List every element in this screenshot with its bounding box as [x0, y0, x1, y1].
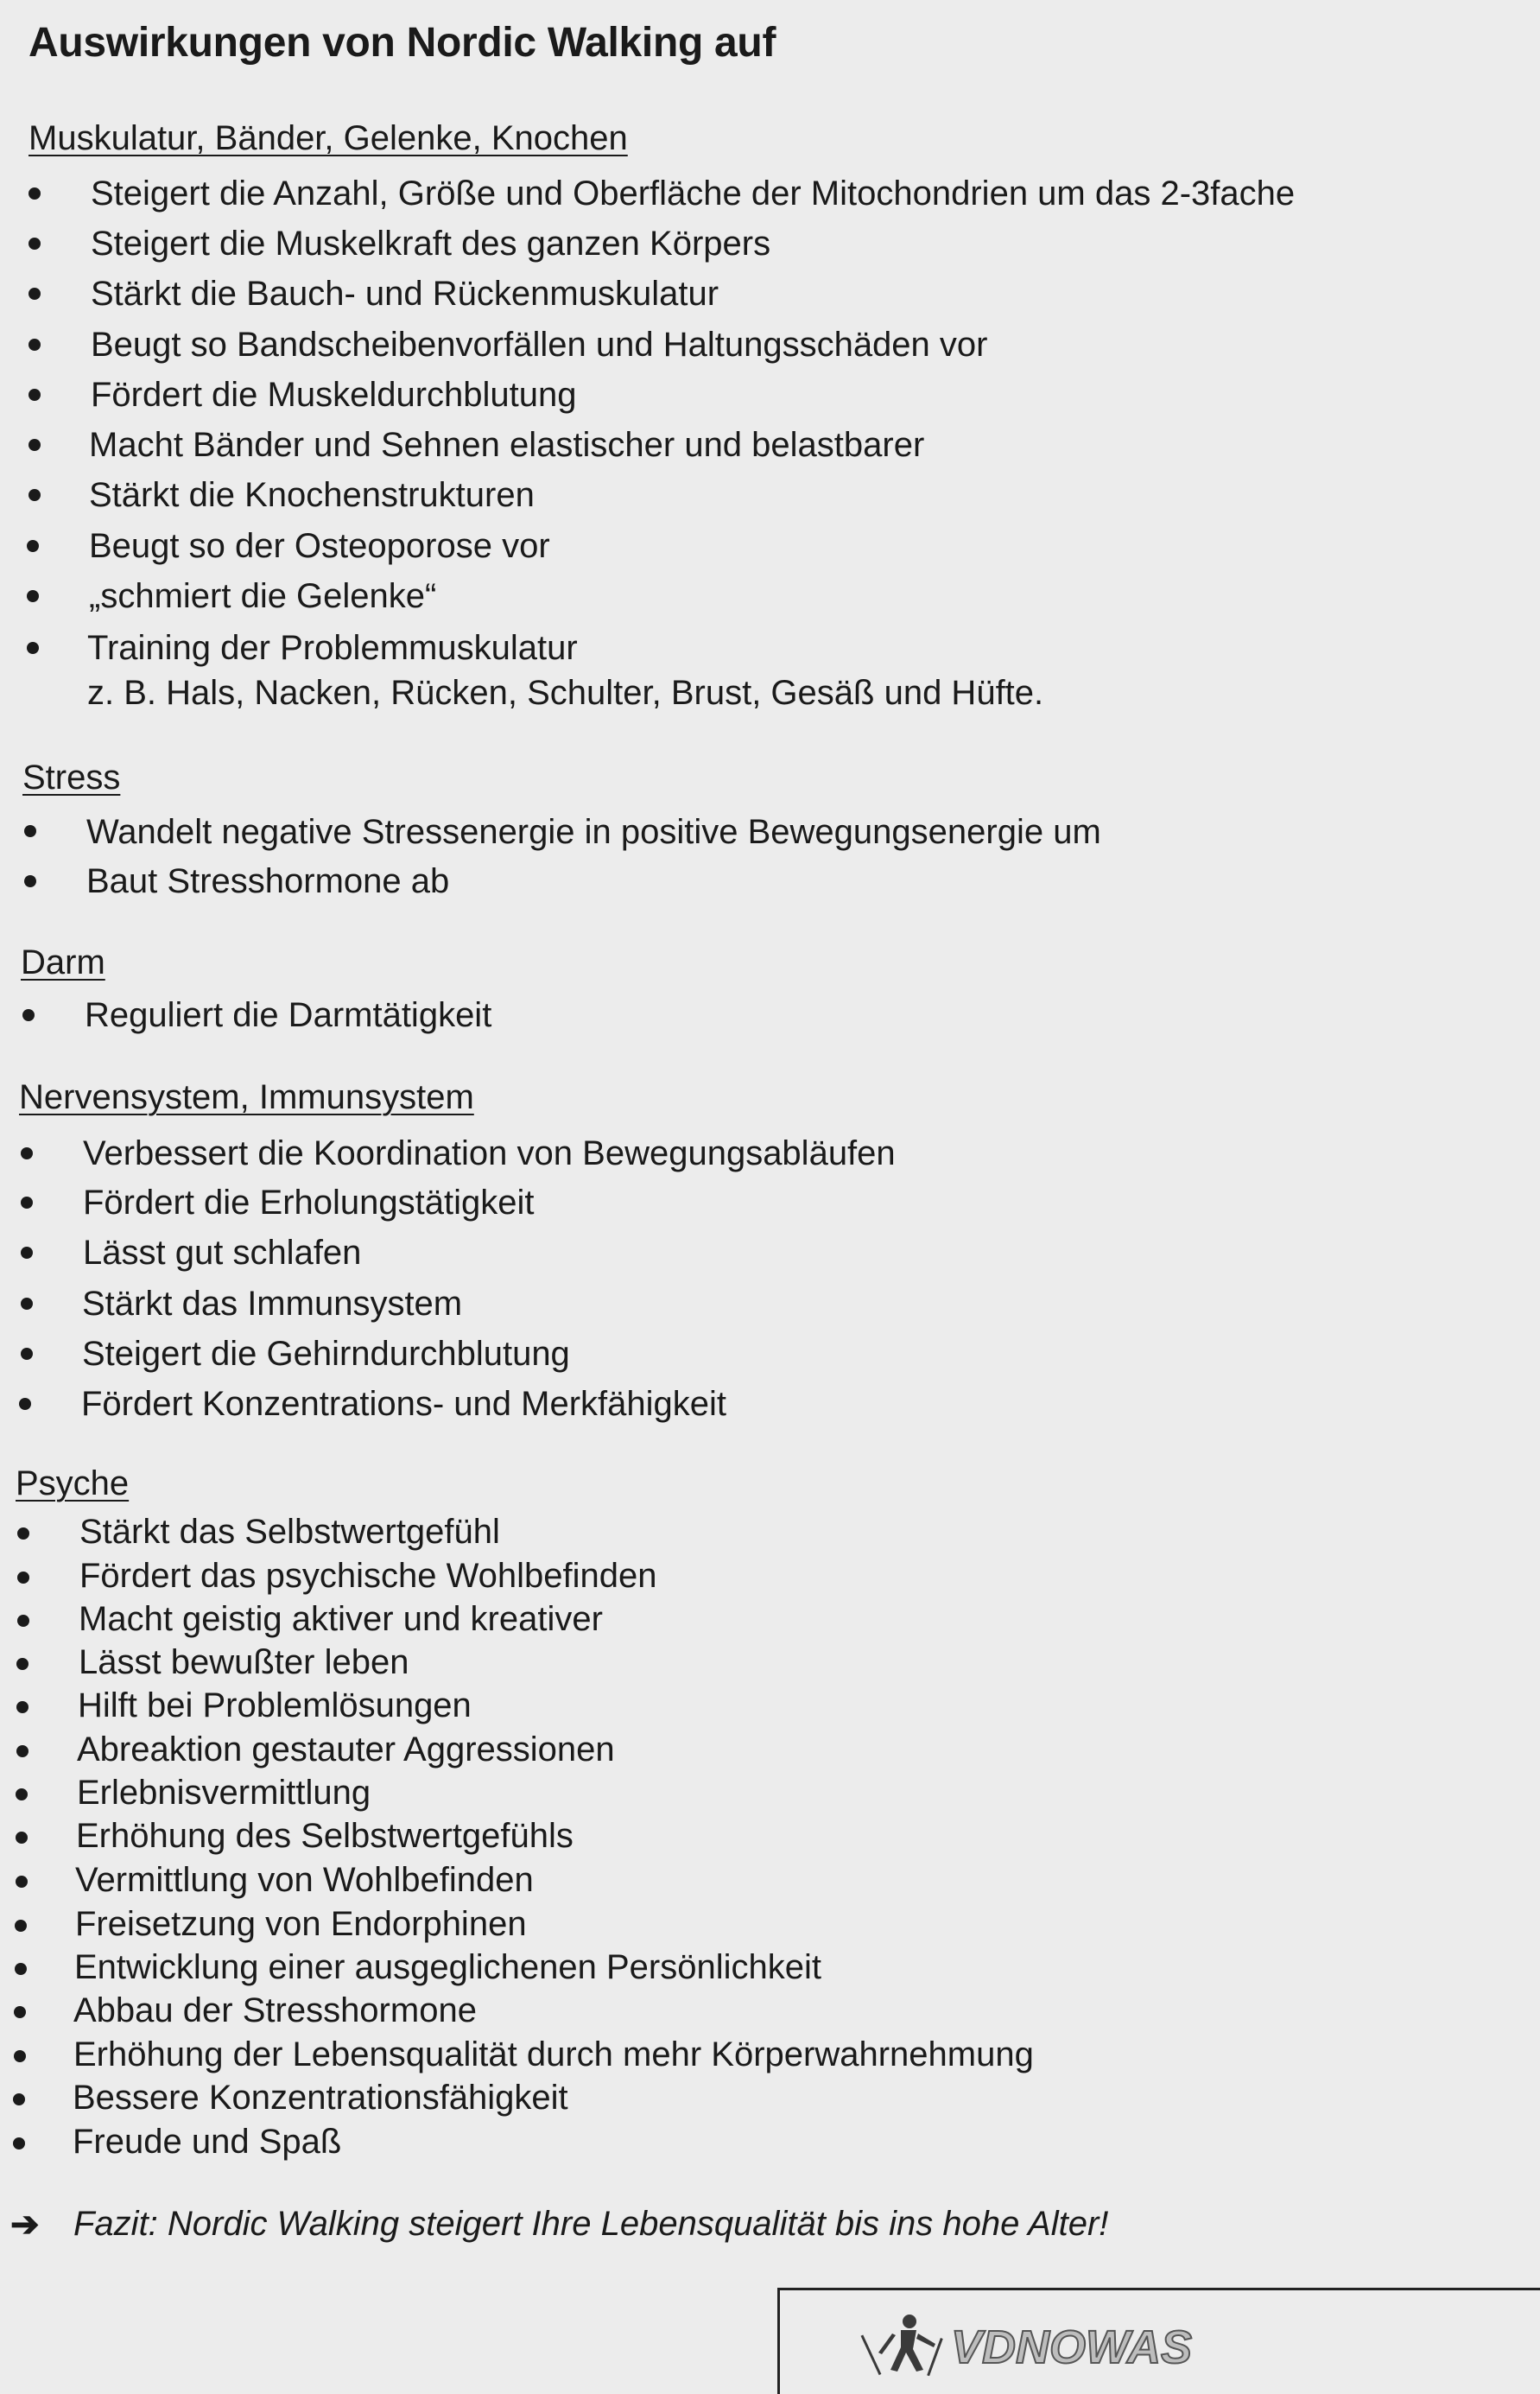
list-item: Reguliert die Darmtätigkeit	[85, 996, 492, 1034]
bullet-icon	[29, 339, 41, 351]
list-item: Beugt so Bandscheibenvorfällen und Haltungsschäden vor	[91, 326, 988, 364]
list-item: Freisetzung von Endorphinen	[75, 1905, 527, 1943]
list-item: Bessere Konzentrationsfähigkeit	[73, 2079, 568, 2117]
page-title: Auswirkungen von Nordic Walking auf	[29, 20, 776, 66]
bullet-icon	[21, 1298, 33, 1310]
list-item: Vermittlung von Wohlbefinden	[75, 1861, 534, 1899]
list-item: Erhöhung der Lebensqualität durch mehr Körperwahrnehmung	[73, 2035, 1034, 2073]
list-item: Lässt bewußter leben	[79, 1643, 409, 1681]
list-item: Abreaktion gestauter Aggressionen	[77, 1730, 615, 1769]
list-item: Stärkt das Selbstwertgefühl	[79, 1513, 500, 1551]
bullet-icon	[15, 1920, 27, 1932]
bullet-icon	[16, 1832, 28, 1844]
logo-text: VDNOWAS	[951, 2321, 1193, 2373]
bullet-icon	[22, 1009, 35, 1021]
list-item: Freude und Spaß	[73, 2123, 342, 2161]
bullet-icon	[29, 389, 41, 401]
list-item: Steigert die Anzahl, Größe und Oberfläche der Mitochondrien um das 2-3fache	[91, 175, 1296, 213]
list-item: Verbessert die Koordination von Bewegungsabläufen	[83, 1134, 896, 1172]
section-heading-nervensystem: Nervensystem, Immunsystem	[19, 1078, 474, 1116]
list-item-subline: z. B. Hals, Nacken, Rücken, Schulter, Brust, Gesäß und Hüfte.	[87, 674, 1044, 712]
bullet-icon	[21, 1197, 33, 1209]
list-item: Lässt gut schlafen	[83, 1234, 362, 1272]
bullet-icon	[29, 439, 41, 451]
list-item: Macht Bänder und Sehnen elastischer und belastbarer	[89, 426, 925, 464]
bullet-icon	[16, 1876, 28, 1888]
list-item: Baut Stresshormone ab	[86, 862, 450, 900]
bullet-icon	[21, 1348, 33, 1360]
list-item: „schmiert die Gelenke“	[89, 577, 437, 615]
arrow-right-icon: ➔	[10, 2206, 40, 2244]
list-item: Fördert die Muskeldurchblutung	[91, 376, 577, 414]
list-item: Macht geistig aktiver und kreativer	[79, 1600, 603, 1638]
bullet-icon	[21, 1147, 33, 1159]
list-item: Steigert die Muskelkraft des ganzen Körpers	[91, 225, 771, 263]
list-item: Steigert die Gehirndurchblutung	[82, 1335, 570, 1373]
list-item: Stärkt das Immunsystem	[82, 1285, 463, 1323]
bullet-icon	[17, 1615, 29, 1627]
list-item: Fördert das psychische Wohlbefinden	[79, 1557, 657, 1595]
bullet-icon	[14, 2050, 26, 2062]
list-item: Hilft bei Problemlösungen	[78, 1686, 472, 1724]
bullet-icon	[29, 187, 41, 200]
list-item: Beugt so der Osteoporose vor	[89, 527, 550, 565]
logo-box	[777, 2288, 1540, 2394]
list-item: Fördert die Erholungstätigkeit	[83, 1184, 535, 1222]
bullet-icon	[19, 1398, 31, 1410]
bullet-icon	[21, 1247, 33, 1259]
list-item: Stärkt die Bauch- und Rückenmuskulatur	[91, 275, 719, 313]
bullet-icon	[13, 2137, 25, 2150]
list-item: Abbau der Stresshormone	[73, 1991, 477, 2029]
list-item: Wandelt negative Stressenergie in positive Bewegungsenergie um	[86, 813, 1101, 851]
conclusion-text: Fazit: Nordic Walking steigert Ihre Lebensqualität bis ins hohe Alter!	[73, 2205, 1109, 2243]
bullet-icon	[16, 1788, 28, 1800]
bullet-icon	[17, 1572, 29, 1584]
bullet-icon	[29, 238, 41, 250]
section-heading-muskulatur: Muskulatur, Bänder, Gelenke, Knochen	[29, 119, 628, 157]
bullet-icon	[15, 1963, 27, 1975]
bullet-icon	[27, 590, 39, 602]
list-item: Stärkt die Knochenstrukturen	[89, 476, 535, 514]
bullet-icon	[17, 1527, 29, 1540]
list-item: Erhöhung des Selbstwertgefühls	[76, 1817, 574, 1855]
bullet-icon	[24, 875, 36, 887]
section-heading-psyche: Psyche	[16, 1464, 130, 1502]
bullet-icon	[16, 1745, 29, 1757]
bullet-icon	[14, 2006, 26, 2018]
bullet-icon	[27, 540, 39, 552]
bullet-icon	[29, 489, 41, 501]
nordic-walker-logo-icon	[849, 2309, 1193, 2378]
bullet-icon	[24, 825, 36, 837]
section-heading-stress: Stress	[22, 759, 121, 797]
list-item: Training der Problemmuskulatur	[87, 629, 578, 667]
list-item: Erlebnisvermittlung	[77, 1774, 371, 1812]
bullet-icon	[29, 288, 41, 300]
bullet-icon	[16, 1658, 29, 1670]
bullet-icon	[16, 1701, 29, 1713]
bullet-icon	[13, 2093, 25, 2105]
list-item: Entwicklung einer ausgeglichenen Persönlichkeit	[74, 1948, 821, 1986]
list-item: Fördert Konzentrations- und Merkfähigkeit	[81, 1385, 727, 1423]
bullet-icon	[27, 642, 39, 654]
section-heading-darm: Darm	[21, 943, 105, 981]
